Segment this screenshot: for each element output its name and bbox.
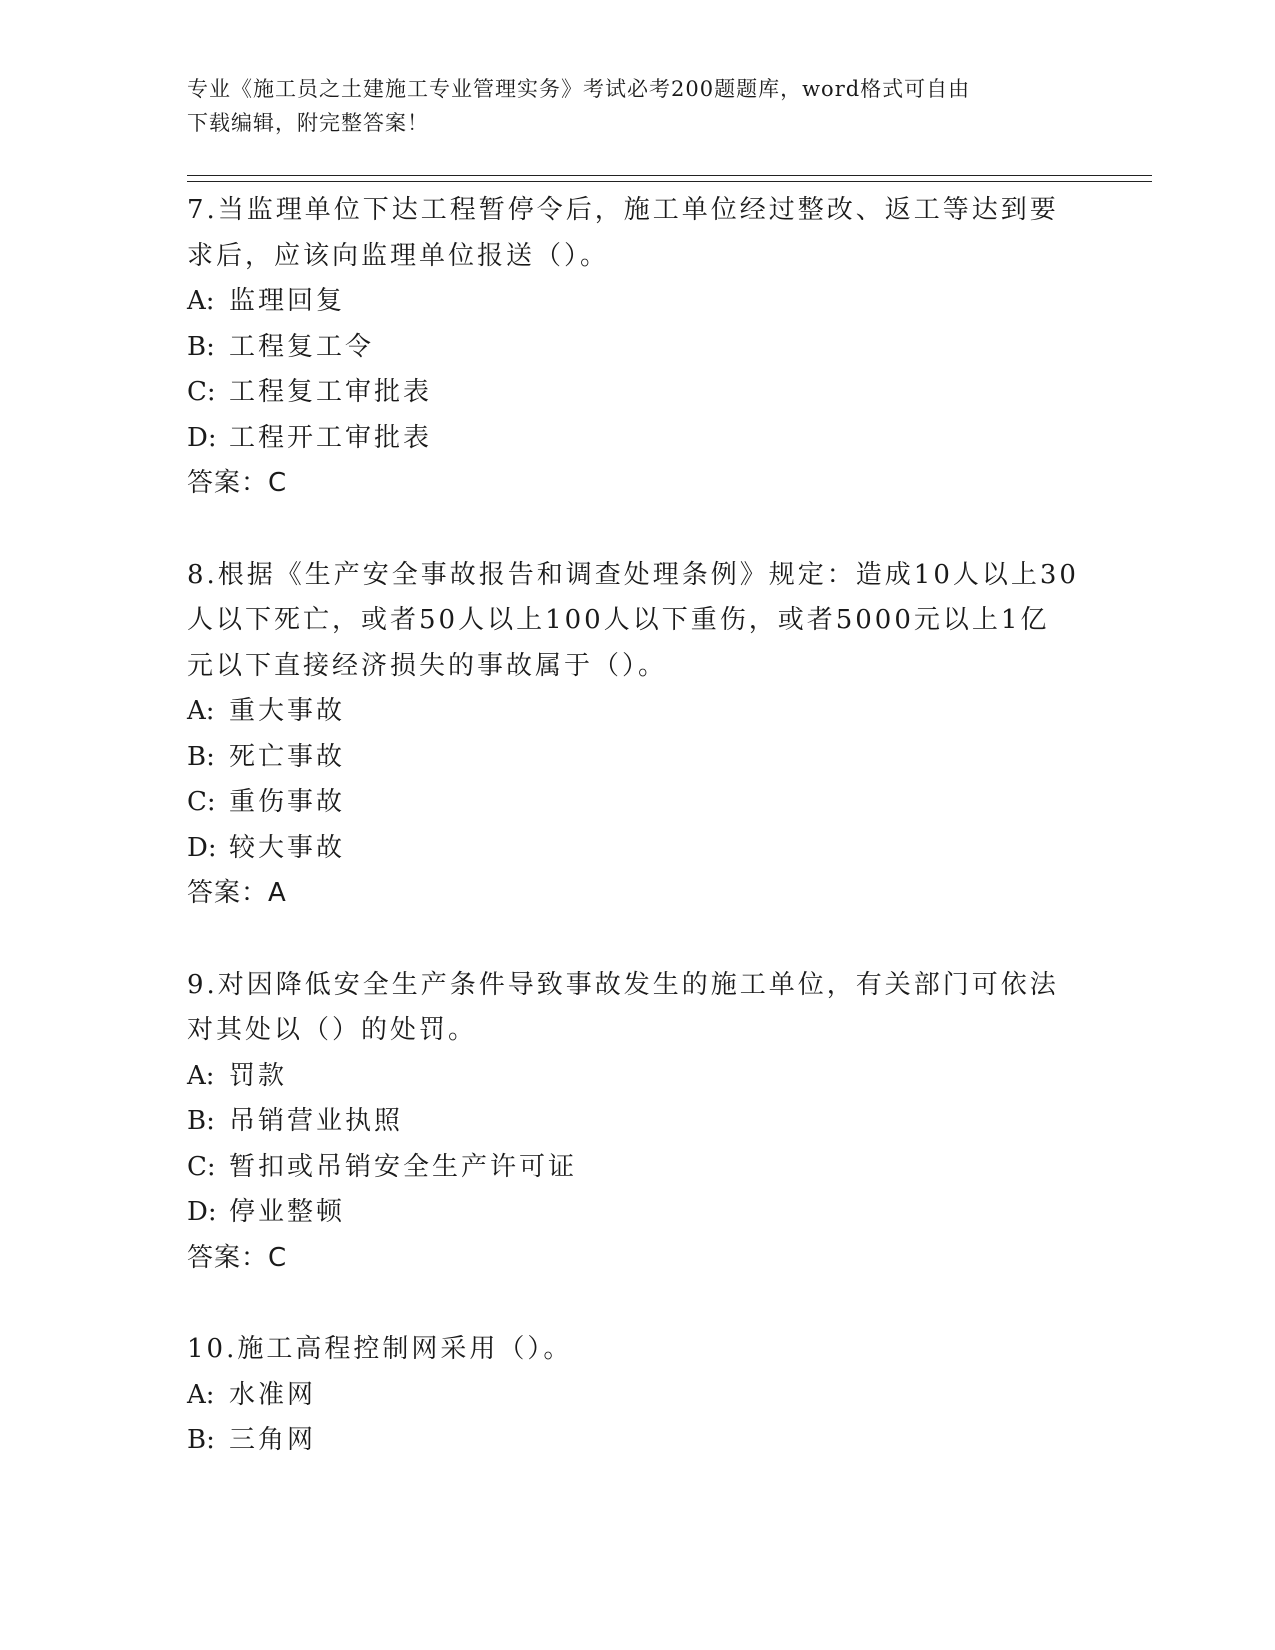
header-line-1: 专业《施工员之土建施工专业管理实务》考试必考200题题库，word格式可自由 bbox=[187, 77, 971, 101]
option-key: A: bbox=[187, 286, 215, 316]
option-text: 工程复工令 bbox=[229, 331, 375, 362]
option-text: 三角网 bbox=[229, 1425, 317, 1455]
question-block bbox=[187, 1327, 1087, 1464]
option-key: C: bbox=[187, 1151, 216, 1182]
answer-option bbox=[187, 1418, 1087, 1464]
answer-line: 答案：C bbox=[187, 1242, 288, 1273]
answer-option bbox=[187, 325, 1087, 371]
question-stem-line: 对其处以（）的处罚。 bbox=[187, 1015, 478, 1045]
answer-option bbox=[187, 826, 1087, 872]
answer-option bbox=[187, 1190, 1087, 1236]
question-stem-line: 9.对因降低安全生产条件导致事故发生的施工单位，有关部门可依法 bbox=[187, 969, 1059, 1000]
answer-line: 答案：A bbox=[187, 878, 287, 908]
option-key: A: bbox=[187, 696, 215, 726]
answer-line: 答案：C bbox=[187, 468, 288, 498]
question-stem bbox=[187, 188, 1087, 279]
question-stem-line: 人以下死亡，或者50人以上100人以下重伤，或者5000元以上1亿 bbox=[187, 605, 1050, 635]
document-header bbox=[187, 72, 1087, 140]
option-key: D: bbox=[187, 422, 217, 453]
option-text: 重大事故 bbox=[229, 696, 346, 726]
option-key: A: bbox=[187, 1060, 215, 1091]
option-text: 死亡事故 bbox=[229, 741, 346, 772]
question-stem-line: 元以下直接经济损失的事故属于（）。 bbox=[187, 650, 668, 681]
option-key: C: bbox=[187, 377, 216, 407]
question-block bbox=[187, 553, 1087, 917]
option-text: 吊销营业执照 bbox=[229, 1106, 404, 1136]
answer-option bbox=[187, 780, 1087, 826]
answer-option bbox=[187, 370, 1087, 416]
option-text: 工程复工审批表 bbox=[229, 377, 433, 407]
question-stem-line: 7.当监理单位下达工程暂停令后，施工单位经过整改、返工等达到要 bbox=[187, 195, 1059, 225]
answer-option bbox=[187, 416, 1087, 462]
option-key: B: bbox=[187, 331, 215, 362]
answer-option bbox=[187, 1054, 1087, 1100]
option-text: 较大事故 bbox=[229, 832, 346, 863]
option-key: B: bbox=[187, 1106, 215, 1136]
answer-option bbox=[187, 279, 1087, 325]
option-key: B: bbox=[187, 1425, 215, 1455]
header-divider-bottom bbox=[187, 181, 1152, 182]
header-line-2: 下载编辑，附完整答案！ bbox=[187, 111, 429, 135]
question-block bbox=[187, 188, 1087, 507]
answer-option bbox=[187, 1373, 1087, 1419]
option-text: 暂扣或吊销安全生产许可证 bbox=[229, 1151, 578, 1182]
option-text: 停业整顿 bbox=[229, 1197, 346, 1227]
question-stem-line: 求后，应该向监理单位报送（）。 bbox=[187, 240, 610, 271]
question-block bbox=[187, 963, 1087, 1282]
option-text: 监理回复 bbox=[229, 286, 346, 316]
header-divider-top bbox=[187, 175, 1152, 176]
option-key: B: bbox=[187, 741, 215, 772]
question-stem bbox=[187, 963, 1087, 1054]
question-stem-line: 10.施工高程控制网采用（）。 bbox=[187, 1334, 573, 1364]
option-key: C: bbox=[187, 787, 216, 817]
question-stem bbox=[187, 553, 1087, 690]
answer-option bbox=[187, 689, 1087, 735]
answer-option bbox=[187, 735, 1087, 781]
answer-option bbox=[187, 1099, 1087, 1145]
option-text: 罚款 bbox=[229, 1060, 288, 1091]
question-list bbox=[187, 188, 1087, 1510]
option-key: A: bbox=[187, 1379, 215, 1410]
option-text: 水准网 bbox=[229, 1379, 317, 1410]
answer-option bbox=[187, 1145, 1087, 1191]
option-key: D: bbox=[187, 832, 217, 863]
option-text: 重伤事故 bbox=[229, 787, 346, 817]
option-text: 工程开工审批表 bbox=[229, 422, 433, 453]
question-stem bbox=[187, 1327, 1087, 1373]
option-key: D: bbox=[187, 1197, 217, 1227]
question-stem-line: 8.根据《生产安全事故报告和调查处理条例》规定：造成10人以上30 bbox=[187, 559, 1079, 590]
